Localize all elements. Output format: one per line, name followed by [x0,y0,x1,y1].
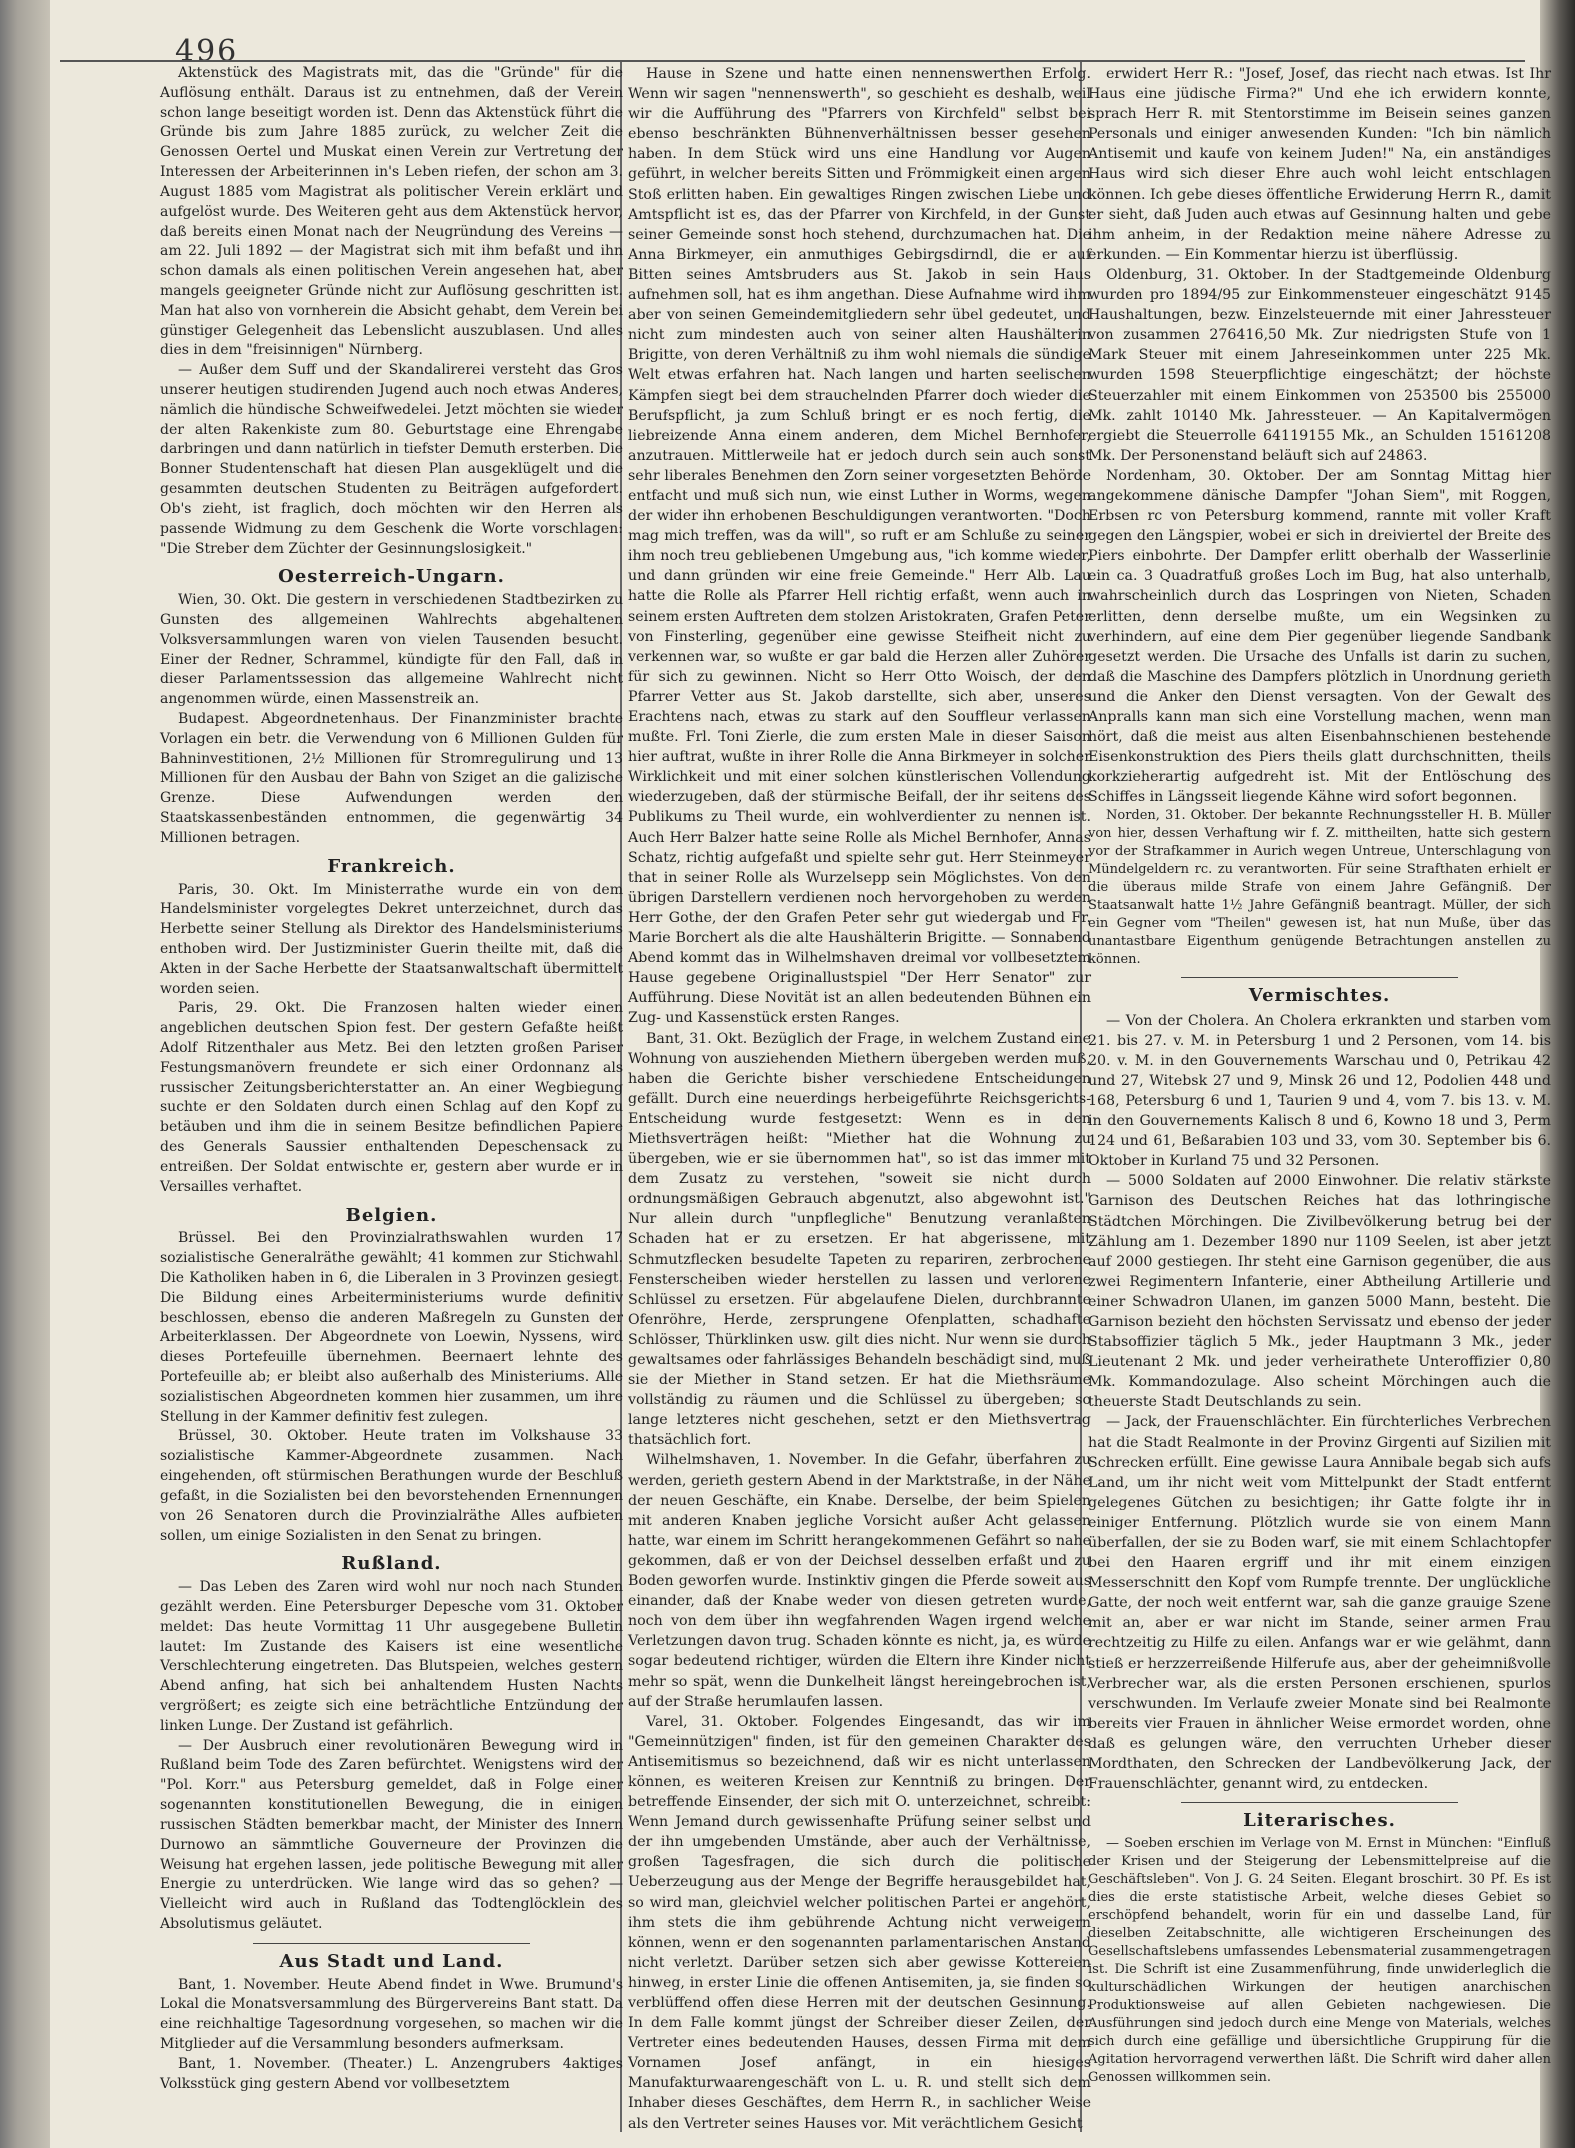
article-literarisches: — Soeben erschien im Verlage von M. Ernst in München: "Einfluß der Krisen und der Steigerung der Lebensmittelpreise auf die Geschäftsleben". Von J. G. 24 Seiten. Elegant broschirt. 30 Pf. Es ist dies die erste statistische Arbeit, welche dieses Gebiet so erschöpfend behandelt, worin für ein und dasselbe Land, für dieselben Zeitabschnitte, alle wichtigeren Erscheinungen des Gesellschaftslebens umfassendes Lebensmaterial zusammengetragen ist. Die Schrift ist eine Zusammenführung, finde unwiderleglich die kulturschädlichen Wirkungen der heutigen anarchischen Produktionsweise auf allen Gebieten nachgewiesen. Die Ausführungen sind jedoch durch eine Menge von Materials, welches sich durch eine gefällige und übersichtliche Gruppirung für die Agitation hervorragend verwerthen läßt. Die Schrift wird daher allen Genossen willkommen sein. [1088,1836,1551,2086]
column-2 [628,64,1091,2134]
article-paris-29: Paris, 29. Okt. Die Franzosen halten wieder einen angeblichen deutschen Spion fest. Der gestern Gefaßte heißt Adolf Ritzenthaler aus Metz. Bei den letzten großen Pariser Festungsmanövern freundete er sich einer Ordonnanz als russischer Zeitungsberichterstatter an. An einer Wegbiegung suchte er den Soldaten durch einen Schlag auf den Kopf zu betäuben und ihm die in seinem Besitze befindlichen Papiere des Generals Saussier enthaltenden Depeschensack zu entreißen. Der Soldat entwischte er, gestern aber wurde er in Versailles verhaftet. [160,1000,623,1195]
article-bruessel: Brüssel. Bei den Provinzialrathswahlen wurden 17 sozialistische Generalräthe gewählt; 41 kommen zur Stichwahl. Die Katholiken haben in 6, die Liberalen in 3 Provinzen gesiegt. Die Bildung eines Arbeiterministeriums wurde definitiv beschlossen, ebenso die anderen Maßregeln zu Gunsten der Arbeiterklassen. Der Abgeordnete von Loewin, Nyssens, wird dieses Portefeuille übernehmen. Beernaert lehnte des Portefeuille ab; er bleibt also außerhalb des Ministeriums. Alle sozialistischen Abgeordneten kommen hier zusammen, um ihre Stellung in der Kammer definitiv fest zulegen. [160,1230,623,1425]
article-bant-wohnung: Bant, 31. Okt. Bezüglich der Frage, in welchem Zustand eine Wohnung von ausziehenden Miethern übergeben werden muß, haben die Gerichte bisher verschiedene Entscheidungen gefällt. Durch eine neuerdings herbeigeführte Reichsgerichts-Entscheidung wurde festgesetzt: Wenn es in den Miethsverträgen heißt: "Miether hat die Wohnung zu übergeben, wie er sie übernommen hat", so ist das immer mit dem Zusatz zu verstehen, "soweit sie nicht durch ordnungsmäßigen Gebrauch abgenutzt, also abgewohnt ist." Nur allein durch "unpflegliche" Benutzung veranlaßten Schaden hat er zu ersetzen. Er hat abgerissene, mit Schmutzflecken besudelte Tapeten zu repariren, zerbrochene Fensterscheiben wieder herstellen zu lassen und verlorene Schlüssel zu ersetzen. Für abgelaufene Dielen, durchbrannte Ofenröhre, Herde, zersprungene Ofenplatten, schadhafte Schlösser, Thürklinken usw. gilt dies nicht. Nur wenn sie durch gewaltsames oder fahrlässiges Behandeln beschädigt sind, muß sie der Miether in Stand setzen. Er hat die Miethsräume vollständig zu räumen und die Schlüssel zu übergeben; so lange letzteres nicht geschehen, setzt er den Miethsvertrag thatsächlich fort. [628,1030,1091,1449]
column-3 [1088,64,1551,2087]
section-heading-literarisches: Literarisches. [1243,1810,1396,1832]
article-zar: — Das Leben des Zaren wird wohl nur noch nach Stunden gezählt werden. Eine Petersburger Depesche vom 31. Oktober meldet: Das heute Vormittag 11 Uhr ausgegebene Bulletin lautet: Im Zustande des Kaisers ist eine wesentliche Verschlechterung eingetreten. Das Blutspeien, welches gestern Abend anfing, hat sich bei anhaltendem Husten Nachts vergrößert; es zeigte sich eine beträchtliche Entzündung der linken Lunge. Der Zustand ist gefährlich. [160,1579,623,1734]
article-cholera: — Von der Cholera. An Cholera erkrankten und starben vom 21. bis 27. v. M. in Petersburg 1 und 2 Personen, vom 14. bis 20. v. M. in den Gouvernements Warschau und 0, Petrikau 42 und 27, Witebsk 27 und 9, Minsk 26 und 12, Podolien 448 und 168, Petersburg 6 und 1, Taurien 9 und 4, vom 7. bis 13. v. M. in den Gouvernements Kalisch 8 und 6, Kowno 18 und 3, Perm 124 und 61, Beßarabien 103 und 33, vom 30. September bis 6. Oktober in Kurland 75 und 32 Personen. [1088,1012,1551,1170]
article-varel: Varel, 31. Oktober. Folgendes Eingesandt, das wir im "Gemeinnützigen" finden, ist für den gemeinen Charakter des Antisemitismus so bezeichnend, daß wir es nicht unterlassen können, es weiteren Kreisen zur Kenntniß zu bringen. Der betreffende Einsender, der sich mit O. unterzeichnet, schreibt: Wenn Jemand durch gewissenhafte Prüfung seiner selbst und der ihn umgebenden Umstände, aber auch der Verhältnisse, großen Tagesfragen, die sich durch die politische Ueberzeugung aus der Menge der Begriffe herausgebildet hat, so wird man, gleichviel welcher politischen Partei er angehört, ihm stets die ihm gebührende Achtung nicht verweigern können, wenn er den sogenannten parlamentarischen Anstand nicht verletzt. Darüber setzen sich aber gewisse Kottereien hinweg, in erster Linie die offenen Antisemiten, ja, sie finden so verblüffend offen diese Herren mit der deutschen Gesinnung. In dem Falle kommt jüngst der Schreiber dieser Zeilen, der Vertreter eines bedeutenden Hauses, dessen Firma mit dem Vornamen Josef anfängt, in ein hiesiges Manufakturwaarengeschäft von L. u. R. und stellt sich dem Inhaber dieses Geschäftes, dem Herrn R., in sachlicher Weise als den Vertreter seines Hauses vor. Mit verächtlichem Gesicht [628,1713,1091,2132]
section-heading-stadt-land: Aus Stadt und Land. [279,1950,504,1972]
article-studenten-text: — Außer dem Suff und der Skandalirerei versteht das Gros unserer heutigen studirenden Jugend auch noch etwas Anderes, nämlich die hündische Schweifwedelei. Jetzt möchten sie wieder der alten Rakenkiste zum 80. Geburtstage eine Ehrengabe darbringen und dann natürlich in tiefster Demuth ersterben. Die Bonner Studentenschaft hat diesen Plan ausgeklügelt und die gesammten deutschen Studenten zu Beiträgen aufgefordert. Ob's zieht, ist fraglich, doch möchten wir den Herren als passende Widmung zu dem Geschenk die Worte vorschlagen: "Die Streber dem Züchter der Gesinnungslosigkeit." [160,362,623,557]
binding-edge [0,0,50,2148]
article-revolution: — Der Ausbruch einer revolutionären Bewegung wird in Rußland beim Tode des Zaren befürchtet. Wenigstens wird der "Pol. Korr." aus Petersburg gemeldet, daß in Folge einer sogenannten konstitutionellen Bewegung, die in einigen russischen Städten bemerkbar macht, der Minister des Innern Durnowo an sämmtliche Gouverneure der Provinzen die Weisung hat ergehen lassen, jede politische Bewegung mit aller Energie zu unterdrücken. Wie lange wird das so gehen? — Vielleicht wird auch in Rußland das Todtenglöcklein des Absolutismus geläutet. [160,1737,623,1932]
article-budapest: Budapest. Abgeordnetenhaus. Der Finanzminister brachte Vorlagen ein betr. die Verwendung von 6 Millionen Gulden für Bahninvestitionen, 2½ Millionen für Stromregulirung und 13 Millionen für den Ausbau der Bahn von Sziget an die galizische Grenze. Diese Aufwendungen werden den Staatskassenbeständen entnommen, die gegenwärtig 34 Millionen betragen. [160,711,623,846]
section-heading-russland: Rußland. [341,1553,442,1575]
article-paris-30: Paris, 30. Okt. Im Ministerrathe wurde ein von dem Handelsminister vorgelegtes Dekret unterzeichnet, durch das Herbette seiner Stellung als Direktor des Handelsministeriums enthoben wird. Der Justizminister Guerin theilte mit, daß die Akten in der Sache Herbette der Staatsanwaltschaft übermittelt worden seien. [160,881,623,997]
section-heading-belgien: Belgien. [345,1204,438,1226]
section-divider [1181,1802,1459,1803]
article-bant-verein: Bant, 1. November. Heute Abend findet in Wwe. Brumund's Lokal die Monatsversammlung des Bürgervereins Bant statt. Da eine reichhaltige Tagesordnung vorgesehen, so machen wir die Mitglieder auf die Versammlung besonders aufmerksam. [160,1976,623,2052]
article-theater-cont: Hause in Szene und hatte einen nennenswerthen Erfolg. Wenn wir sagen "nennenswerth", so geschieht es deshalb, weil wir die Aufführung des "Pfarrers von Kirchfeld" selbst bei ebenso beschränkten Bühnenverhältnissen besser gesehen haben. In dem Stück wird uns eine Handlung vor Augen geführt, in welcher bereits Sitten und Frömmigkeit einen argen Stoß erlitten haben. Ein gewaltiges Ringen zwischen Liebe und Amtspflicht ist es, das der Pfarrer von Kirchfeld, in der Gunst seiner Gemeinde sonst hoch stehend, durchzumachen hat. Die Anna Birkmeyer, ein anmuthiges Gebirgsdirndl, die er auf Bitten seines Amtsbruders aus St. Jakob in sein Haus aufnehmen soll, hat es ihm angethan. Diese Aufnahme wird ihm aber von seinen Gemeindemitgliedern sehr übel gedeutet, und nicht zum mindesten auch von seiner alten Haushälterin Brigitte, von deren Verhältniß zu ihm wohl niemals die sündige Welt etwas erfahren hat. Nach langen und harten seelischen Kämpfen siegt bei dem strauchelnden Pfarrer doch wieder die Berufspflicht, ja zum Schluß bringt er es noch fertig, die liebreizende Anna einem anderen, dem Michel Bernhofer, anzutrauen. Mittlerweile hat er jedoch durch sein auch sonst sehr liberales Benehmen den Zorn seiner vorgesetzten Behörde entfacht und muß sich nun, wie einst Luther in Worms, wegen der wider ihn erhobenen Beschuldigungen verantworten. "Doch mag mich treffen, was da will", so ruft er am Schluße zu seiner ihm noch treu gebliebenen Umgebung aus, "ich komme wieder, und dann gründen wir eine freie Gemeinde." Herr Alb. Lau hatte die Rolle als Pfarrer Hell richtig erfaßt, wenn auch in seinem ersten Auftreten dem stolzen Aristokraten, Grafen Peter von Finsterling, gegenüber eine gewisse Steifheit nicht zu verkennen war, so wußte er gar bald die Herzen aller Zuhörer für sich zu gewinnen. Nicht so Herr Otto Woisch, der den Pfarrer Vetter aus St. Jakob darstellte, sich aber, unseres Erachtens nach, etwas zu stark auf den Souffleur verlassen mußte. Frl. Toni Zierle, die zum ersten Male in dieser Saison hier auftrat, wußte in ihrer Rolle die Anna Birkmeyer in solcher Wirklichkeit und mit einer solchen künstlerischen Vollendung wiederzugeben, daß der stürmische Beifall, der ihr seitens des Publikums zu Theil wurde, ein wohlverdienter zu nennen ist. Auch Herr Balzer hatte seine Rolle als Michel Bernhofer, Annas Schatz, richtig aufgefaßt und spielte sehr gut. Herr Steinmeyer that in seiner Rolle als Wurzelsepp sein Möglichstes. Von den übrigen Darstellern verdienen noch hervorgehoben zu werden Herr Gothe, der den Grafen Peter sehr gut wiedergab und Fr. Marie Borchert als die alte Haushälterin Brigitte. — Sonnabend Abend kommt das in Wilhelmshaven dreimal vor vollbesetztem Hause gegebene Originallustspiel "Der Herr Senator" zur Aufführung. Diese Novität ist an allen bedeutenden Bühnen ein Zug- und Kassenstück ersten Ranges. [628,66,1091,1027]
column-1 [160,64,623,2094]
article-wien: Wien, 30. Okt. Die gestern in verschiedenen Stadtbezirken zu Gunsten des allgemeinen Wahlrechts abgehaltenen Volksversammlungen waren von vielen Tausenden besucht. Einer der Redner, Schrammel, kündigte für den Fall, daß in dieser Parlamentssession das allgemeine Wahlrecht nicht angenommen würde, einen Massenstreik an. [160,592,623,708]
article-soldaten: — 5000 Soldaten auf 2000 Einwohner. Die relativ stärkste Garnison des Deutschen Reiches hat das lothringische Städtchen Mörchingen. Die Zivilbevölkerung betrug bei der Zählung am 1. Dezember 1890 nur 1109 Seelen, ist aber jetzt auf 2000 gestiegen. Ihr steht eine Garnison gegenüber, die aus zwei Regimentern Infanterie, einer Abtheilung Artillerie und einer Schwadron Ulanen, im ganzen 5000 Mann, besteht. Die Garnison bezieht den höchsten Servissatz und ebenso der jeder Stabsoffizier täglich 5 Mk., jeder Hauptmann 3 Mk., jeder Lieutenant 2 Mk. und jeder verheirathete Unteroffizier 0,80 Mk. Kommandozulage. Also scheint Mörchingen auch die theuerste Stadt Deutschlands zu sein. [1088,1173,1551,1411]
article-nuernberg-text: Aktenstück des Magistrats mit, das die "Gründe" für die Auflösung enthält. Daraus ist zu entnehmen, daß der Verein schon lange beseitigt worden ist. Denn das Aktenstück führt die Gründe bis zum Jahre 1885 zurück, zu welcher Zeit die Genossen Oertel und Muskat einen Verein zur Vertretung der Interessen der Arbeiterinnen in's Leben riefen, der schon am 3. August 1885 vom Magistrat als politischer Verein erklärt und aufgelöst wurde. Des Weiteren geht aus dem Aktenstück hervor, daß bereits einen Monat nach der Neugründung des Vereins — am 22. Juli 1892 — der Magistrat sich mit ihm befaßt und ihn schon damals als einen politischen Verein angesehen hat, aber mangels geeigneter Gründe nicht zur Auflösung geschritten ist. Man hat also von vornherein die Absicht gehabt, dem Verein bei günstiger Gelegenheit das Lebenslicht auszublasen. Und alles dies in dem "freisinnigen" Nürnberg. [160,65,623,359]
page-number: 496 [175,34,239,69]
section-divider [1181,977,1459,978]
article-bruessel-30: Brüssel, 30. Oktober. Heute traten im Volkshause 33 sozialistische Kammer-Abgeordnete zusammen. Nach eingehenden, oft stürmischen Berathungen wurde der Beschluß gefaßt, in die Sozialisten bei den bevorstehenden Ernennungen von 26 Senatoren durch die Provinzialräthe Alles aufbieten sollen, um einige Sozialisten in den Senat zu bringen. [160,1428,623,1544]
section-heading-vermischtes: Vermischtes. [1248,985,1391,1007]
header-rule [60,60,1525,62]
article-wilhelmshaven: Wilhelmshaven, 1. November. In die Gefahr, überfahren zu werden, gerieth gestern Abend in der Marktstraße, in der Nähe der neuen Geschäfte, ein Knabe. Derselbe, der beim Spielen mit anderen Knaben jegliche Vorsicht außer Acht gelassen hatte, war einem im Schritt herangekommenen Gefährt so nahe gekommen, daß er von der Deichsel desselben erfaßt und zu Boden geworfen wurde. Instinktiv gingen die Pferde soweit aus einander, daß der Knabe weder von diesen getreten wurde, noch von dem über ihn wegfahrenden Wagen irgend welche Verletzungen davon trug. Schaden könnte es nicht, ja, es würde sogar bedeutend richtiger, würden die Eltern ihre Kinder nicht mehr so spät, wenn die Dunkelheit längst hereingebrochen ist, auf der Straße herumlaufen lassen. [628,1452,1091,1710]
article-varel-cont: erwidert Herr R.: "Josef, Josef, das riecht nach etwas. Ist Ihr Haus eine jüdische Firma?" Und ehe ich erwidern konnte, sprach Herr R. mit Stentorstimme im Beisein seines ganzen Personals und einiger anwesenden Kunden: "Ich bin nämlich Antisemit und kaufe von keinem Juden!" Na, ein anständiges Haus wird sich dieser Ehre auch wohl leicht entschlagen können. Ich gebe dieses öffentliche Erwiderung Herrn R., damit er sieht, daß Juden auch etwas auf Gesinnung halten und gebe ihm anheim, in der Redaktion meine nähere Adresse zu erkunden. — Ein Kommentar hierzu ist überflüssig. [1088,66,1551,263]
section-heading-frankreich: Frankreich. [327,855,456,877]
article-oldenburg: Oldenburg, 31. Oktober. In der Stadtgemeinde Oldenburg wurden pro 1894/95 zur Einkommensteuer eingeschätzt 9145 Haushaltungen, bezw. Einzelsteuernde mit einer Jahressteuer von zusammen 276416,50 Mk. Zur niedrigsten Stufe von 1 Mark Steuer mit einem Jahreseinkommen unter 225 Mk. wurden 1598 Steuerpflichtige eingeschätzt; der höchste Steuerzahler mit einem Einkommen von 253500 bis 255000 Mk. zahlt 10140 Mk. Jahressteuer. — An Kapitalvermögen ergiebt die Steuerrolle 64119155 Mk., an Schulden 15161208 Mk. Der Personenstand beläuft sich auf 24863. [1088,266,1551,464]
section-heading-oesterreich: Oesterreich-Ungarn. [278,566,505,588]
article-nordenham: Nordenham, 30. Oktober. Der am Sonntag Mittag hier angekommene dänische Dampfer "Johan Siem", mit Roggen, Erbsen rc von Petersburg kommend, rannte mit voller Kraft gegen den Längspier, wobei er sich in dreiviertel der Breite des Piers einbohrte. Der Dampfer erlitt oberhalb der Wasserlinie ein ca. 3 Quadratfuß großes Loch im Bug, hat also unterhalb, wahrscheinlich durch das Lospringen von Nieten, Schaden erlitten, denn derselbe mußte, um ein Wegsinken zu verhindern, auf eine dem Pier gegenüber liegende Sandbank gesetzt werden. Die Ursache des Unfalls ist darin zu suchen, daß die Maschine des Dampfers plötzlich in Unordnung gerieth und die Anker den Dienst versagten. Von der Gewalt des Anpralls kann man sich eine Vorstellung machen, wenn man hört, daß die meist aus alten Eisenbahnschienen bestehende Eisenkonstruktion des Piers theils glatt durchschnitten, theils korkzieherartig aufgedreht ist. Mit der Entlöschung des Schiffes in Längsseit liegende Kähne wird sofort begonnen. [1088,467,1551,806]
section-divider [253,1943,531,1944]
article-jack: — Jack, der Frauenschlächter. Ein fürchterliches Verbrechen hat die Stadt Realmonte in der Provinz Girgenti auf Sizilien mit Schrecken erfüllt. Eine gewisse Laura Annibale begab sich aufs Land, um ihr nicht weit vom Mittelpunkt der Stadt entfernt gelegenes Gütchen zu besichtigen; ihr Gatte folgte ihr in einiger Entfernung. Plötzlich wurde sie von einem Mann überfallen, der sie zu Boden warf, sie mit einem Schlachtopfer bei den Haaren ergriff und ihr mit einem einzigen Messerschnitt den Kopf vom Rumpfe trennte. Der unglückliche Gatte, der noch weit entfernt war, sah die ganze grauige Szene mit an, aber er war nicht im Stande, seiner armen Frau rechtzeitig zu Hilfe zu eilen. Anfangs war er wie gelähmt, dann stieß er herzzerreißende Hilferufe aus, aber der geheimnißvolle Verbrecher war, als die ersten Personen erschienen, spurlos verschwunden. Im Verlaufe zweier Monate sind bei Realmonte bereits vier Frauen in ähnlicher Weise ermordet worden, ohne daß es gelungen wäre, den verruchten Urheber dieser Mordthaten, den Schrecken der Landbevölkerung Jack, der Frauenschlächter, genannt wird, zu entdecken. [1088,1414,1551,1793]
article-norden: Norden, 31. Oktober. Der bekannte Rechnungssteller H. B. Müller von hier, dessen Verhaftung wir f. Z. mittheilten, hatte sich gestern vor der Strafkammer in Aurich wegen Untreue, Unterschlagung von Mündelgeldern rc. zu verantworten. Für seine Strafthaten erhielt er die überaus milde Strafe von einem Jahre Gefängniß. Der Staatsanwalt hatte 1½ Jahre Gefängniß beantragt. Müller, der sich ein Gegner vom "Theilen" gewesen ist, hat nun Muße, über das unantastbare Eigenthum genügende Betrachtungen anstellen zu können. [1088,808,1551,968]
article-bant-theater: Bant, 1. November. (Theater.) L. Anzengrubers 4aktiges Volksstück ging gestern Abend vor vollbesetztem [160,2055,623,2092]
